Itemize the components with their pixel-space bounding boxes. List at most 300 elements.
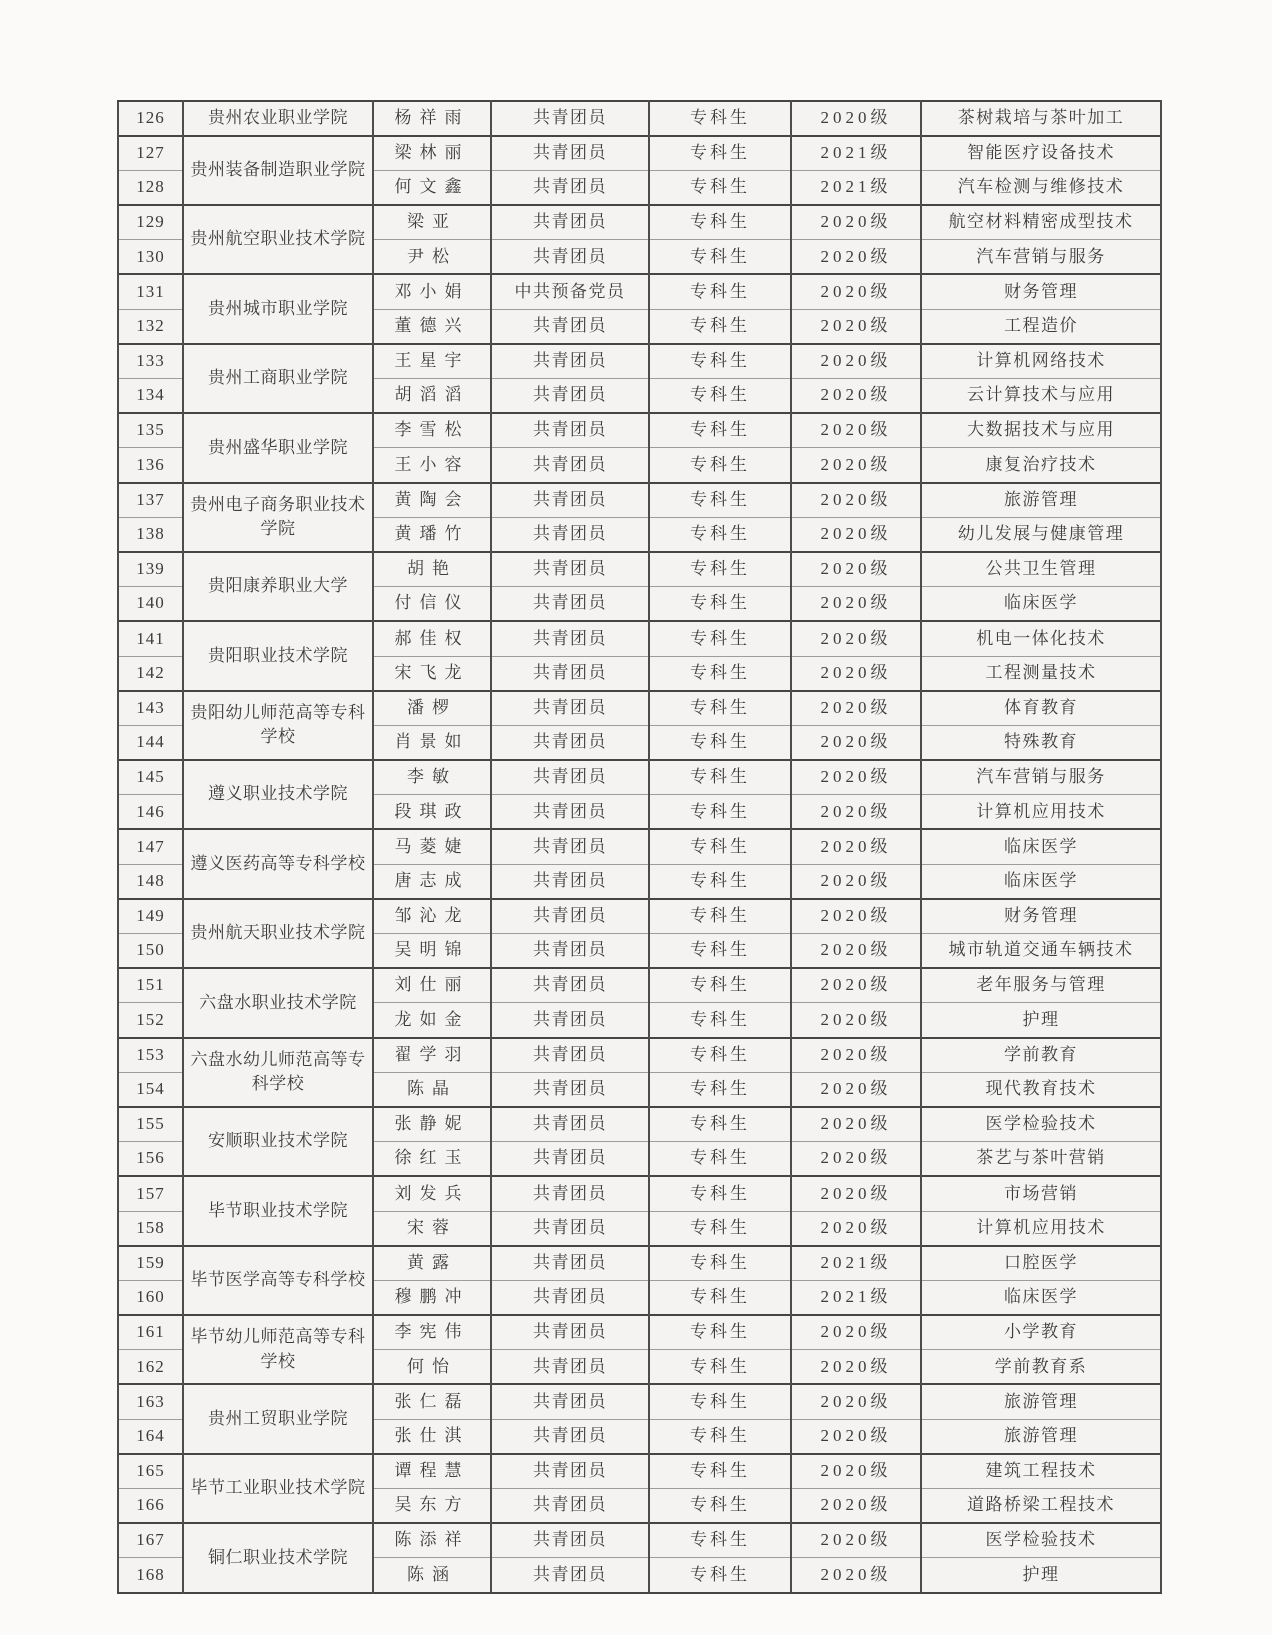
- major-cell: 口腔医学: [921, 1246, 1161, 1281]
- grade-cell: 2021级: [791, 170, 921, 205]
- grade-cell: 2020级: [791, 1350, 921, 1385]
- grade-cell: 2020级: [791, 1003, 921, 1038]
- student-type-cell: 专科生: [649, 656, 791, 691]
- student-name-cell: 吴东方: [373, 1489, 491, 1524]
- political-status-cell: 共青团员: [491, 1003, 649, 1038]
- row-number-cell: 158: [118, 1211, 183, 1246]
- political-status-cell: 共青团员: [491, 1176, 649, 1211]
- major-cell: 机电一体化技术: [921, 621, 1161, 656]
- political-status-cell: 共青团员: [491, 1489, 649, 1524]
- school-cell: 遵义医药高等专科学校: [183, 829, 373, 898]
- grade-cell: 2020级: [791, 1072, 921, 1107]
- student-name-cell: 何文鑫: [373, 170, 491, 205]
- grade-cell: 2020级: [791, 829, 921, 864]
- grade-cell: 2020级: [791, 934, 921, 969]
- student-type-cell: 专科生: [649, 274, 791, 309]
- student-name-cell: 黄露: [373, 1246, 491, 1281]
- student-type-cell: 专科生: [649, 621, 791, 656]
- student-type-cell: 专科生: [649, 864, 791, 899]
- row-number-cell: 139: [118, 552, 183, 587]
- table-row: [118, 552, 1161, 587]
- grade-cell: 2020级: [791, 1211, 921, 1246]
- row-number-cell: 136: [118, 448, 183, 483]
- table-row: [118, 1315, 1161, 1350]
- student-name-cell: 吴明锦: [373, 934, 491, 969]
- student-type-cell: 专科生: [649, 309, 791, 344]
- major-cell: 公共卫生管理: [921, 552, 1161, 587]
- row-number-cell: 157: [118, 1176, 183, 1211]
- grade-cell: 2020级: [791, 1558, 921, 1593]
- student-type-cell: 专科生: [649, 379, 791, 414]
- grade-cell: 2020级: [791, 968, 921, 1003]
- political-status-cell: 共青团员: [491, 656, 649, 691]
- student-name-cell: 李雪松: [373, 413, 491, 448]
- political-status-cell: 共青团员: [491, 1384, 649, 1419]
- student-type-cell: 专科生: [649, 1246, 791, 1281]
- school-cell: 贵州航空职业技术学院: [183, 205, 373, 274]
- grade-cell: 2020级: [791, 552, 921, 587]
- row-number-cell: 144: [118, 725, 183, 760]
- political-status-cell: 共青团员: [491, 621, 649, 656]
- school-cell: 毕节幼儿师范高等专科学校: [183, 1315, 373, 1384]
- major-cell: 市场营销: [921, 1176, 1161, 1211]
- major-cell: 建筑工程技术: [921, 1454, 1161, 1489]
- row-number-cell: 138: [118, 517, 183, 552]
- student-type-cell: 专科生: [649, 1176, 791, 1211]
- grade-cell: 2020级: [791, 101, 921, 136]
- major-cell: 计算机应用技术: [921, 795, 1161, 830]
- student-name-cell: 邓小娟: [373, 274, 491, 309]
- student-name-cell: 马菱婕: [373, 829, 491, 864]
- student-type-cell: 专科生: [649, 240, 791, 275]
- student-name-cell: 黄陶会: [373, 483, 491, 518]
- political-status-cell: 共青团员: [491, 1072, 649, 1107]
- major-cell: 工程测量技术: [921, 656, 1161, 691]
- school-cell: 贵阳康养职业大学: [183, 552, 373, 621]
- grade-cell: 2020级: [791, 864, 921, 899]
- row-number-cell: 141: [118, 621, 183, 656]
- political-status-cell: 共青团员: [491, 899, 649, 934]
- political-status-cell: 共青团员: [491, 864, 649, 899]
- row-number-cell: 135: [118, 413, 183, 448]
- table-row: [118, 344, 1161, 379]
- major-cell: 财务管理: [921, 899, 1161, 934]
- major-cell: 学前教育: [921, 1038, 1161, 1073]
- row-number-cell: 167: [118, 1523, 183, 1558]
- major-cell: 学前教育系: [921, 1350, 1161, 1385]
- student-name-cell: 刘发兵: [373, 1176, 491, 1211]
- grade-cell: 2020级: [791, 1142, 921, 1177]
- student-name-cell: 唐志成: [373, 864, 491, 899]
- major-cell: 临床医学: [921, 829, 1161, 864]
- political-status-cell: 共青团员: [491, 170, 649, 205]
- grade-cell: 2020级: [791, 656, 921, 691]
- major-cell: 计算机网络技术: [921, 344, 1161, 379]
- political-status-cell: 共青团员: [491, 413, 649, 448]
- row-number-cell: 166: [118, 1489, 183, 1524]
- student-name-cell: 张静妮: [373, 1107, 491, 1142]
- major-cell: 财务管理: [921, 274, 1161, 309]
- major-cell: 体育教育: [921, 691, 1161, 726]
- student-name-cell: 李宪伟: [373, 1315, 491, 1350]
- grade-cell: 2020级: [791, 1038, 921, 1073]
- row-number-cell: 152: [118, 1003, 183, 1038]
- major-cell: 临床医学: [921, 587, 1161, 622]
- student-roster-body: [118, 101, 1161, 1593]
- student-name-cell: 王小容: [373, 448, 491, 483]
- student-type-cell: 专科生: [649, 413, 791, 448]
- row-number-cell: 168: [118, 1558, 183, 1593]
- student-type-cell: 专科生: [649, 725, 791, 760]
- student-type-cell: 专科生: [649, 552, 791, 587]
- school-cell: 贵州航天职业技术学院: [183, 899, 373, 968]
- student-type-cell: 专科生: [649, 483, 791, 518]
- row-number-cell: 163: [118, 1384, 183, 1419]
- student-name-cell: 王星宇: [373, 344, 491, 379]
- student-name-cell: 尹松: [373, 240, 491, 275]
- grade-cell: 2020级: [791, 344, 921, 379]
- political-status-cell: 共青团员: [491, 1107, 649, 1142]
- row-number-cell: 162: [118, 1350, 183, 1385]
- table-row: [118, 760, 1161, 795]
- major-cell: 汽车营销与服务: [921, 760, 1161, 795]
- grade-cell: 2020级: [791, 691, 921, 726]
- row-number-cell: 156: [118, 1142, 183, 1177]
- student-type-cell: 专科生: [649, 1419, 791, 1454]
- student-name-cell: 宋飞龙: [373, 656, 491, 691]
- student-name-cell: 翟学羽: [373, 1038, 491, 1073]
- grade-cell: 2020级: [791, 483, 921, 518]
- table-row: [118, 136, 1161, 171]
- row-number-cell: 165: [118, 1454, 183, 1489]
- table-row: [118, 829, 1161, 864]
- row-number-cell: 143: [118, 691, 183, 726]
- student-type-cell: 专科生: [649, 760, 791, 795]
- major-cell: 旅游管理: [921, 1384, 1161, 1419]
- student-type-cell: 专科生: [649, 1489, 791, 1524]
- major-cell: 幼儿发展与健康管理: [921, 517, 1161, 552]
- major-cell: 汽车检测与维修技术: [921, 170, 1161, 205]
- major-cell: 护理: [921, 1003, 1161, 1038]
- school-cell: 铜仁职业技术学院: [183, 1523, 373, 1593]
- political-status-cell: 共青团员: [491, 1211, 649, 1246]
- table-row: [118, 968, 1161, 1003]
- row-number-cell: 134: [118, 379, 183, 414]
- political-status-cell: 共青团员: [491, 795, 649, 830]
- political-status-cell: 共青团员: [491, 968, 649, 1003]
- grade-cell: 2020级: [791, 413, 921, 448]
- table-row: [118, 1454, 1161, 1489]
- table-row: [118, 205, 1161, 240]
- student-name-cell: 龙如金: [373, 1003, 491, 1038]
- school-cell: 六盘水职业技术学院: [183, 968, 373, 1037]
- student-name-cell: 张仕淇: [373, 1419, 491, 1454]
- grade-cell: 2020级: [791, 795, 921, 830]
- student-type-cell: 专科生: [649, 899, 791, 934]
- student-type-cell: 专科生: [649, 1315, 791, 1350]
- row-number-cell: 155: [118, 1107, 183, 1142]
- political-status-cell: 共青团员: [491, 205, 649, 240]
- grade-cell: 2020级: [791, 274, 921, 309]
- table-row: [118, 101, 1161, 136]
- school-cell: 贵州装备制造职业学院: [183, 136, 373, 205]
- grade-cell: 2020级: [791, 760, 921, 795]
- school-cell: 毕节医学高等专科学校: [183, 1246, 373, 1315]
- row-number-cell: 146: [118, 795, 183, 830]
- major-cell: 城市轨道交通车辆技术: [921, 934, 1161, 969]
- student-type-cell: 专科生: [649, 1280, 791, 1315]
- major-cell: 小学教育: [921, 1315, 1161, 1350]
- student-type-cell: 专科生: [649, 691, 791, 726]
- row-number-cell: 129: [118, 205, 183, 240]
- grade-cell: 2020级: [791, 1419, 921, 1454]
- student-type-cell: 专科生: [649, 344, 791, 379]
- student-name-cell: 肖景如: [373, 725, 491, 760]
- row-number-cell: 145: [118, 760, 183, 795]
- political-status-cell: 共青团员: [491, 1038, 649, 1073]
- student-type-cell: 专科生: [649, 934, 791, 969]
- political-status-cell: 共青团员: [491, 344, 649, 379]
- major-cell: 云计算技术与应用: [921, 379, 1161, 414]
- row-number-cell: 130: [118, 240, 183, 275]
- grade-cell: 2020级: [791, 1489, 921, 1524]
- row-number-cell: 151: [118, 968, 183, 1003]
- political-status-cell: 共青团员: [491, 101, 649, 136]
- row-number-cell: 133: [118, 344, 183, 379]
- major-cell: 老年服务与管理: [921, 968, 1161, 1003]
- row-number-cell: 128: [118, 170, 183, 205]
- table-row: [118, 1523, 1161, 1558]
- student-type-cell: 专科生: [649, 170, 791, 205]
- major-cell: 旅游管理: [921, 1419, 1161, 1454]
- political-status-cell: 共青团员: [491, 725, 649, 760]
- grade-cell: 2020级: [791, 205, 921, 240]
- row-number-cell: 140: [118, 587, 183, 622]
- political-status-cell: 共青团员: [491, 1454, 649, 1489]
- grade-cell: 2020级: [791, 379, 921, 414]
- row-number-cell: 126: [118, 101, 183, 136]
- political-status-cell: 共青团员: [491, 934, 649, 969]
- student-type-cell: 专科生: [649, 1003, 791, 1038]
- grade-cell: 2020级: [791, 621, 921, 656]
- grade-cell: 2021级: [791, 1246, 921, 1281]
- grade-cell: 2020级: [791, 1384, 921, 1419]
- major-cell: 临床医学: [921, 864, 1161, 899]
- row-number-cell: 149: [118, 899, 183, 934]
- row-number-cell: 150: [118, 934, 183, 969]
- grade-cell: 2020级: [791, 517, 921, 552]
- row-number-cell: 147: [118, 829, 183, 864]
- major-cell: 计算机应用技术: [921, 1211, 1161, 1246]
- student-type-cell: 专科生: [649, 1038, 791, 1073]
- student-name-cell: 穆鹏冲: [373, 1280, 491, 1315]
- student-name-cell: 胡艳: [373, 552, 491, 587]
- major-cell: 航空材料精密成型技术: [921, 205, 1161, 240]
- major-cell: 智能医疗设备技术: [921, 136, 1161, 171]
- political-status-cell: 共青团员: [491, 760, 649, 795]
- student-type-cell: 专科生: [649, 1454, 791, 1489]
- student-name-cell: 李敏: [373, 760, 491, 795]
- school-cell: 贵州盛华职业学院: [183, 413, 373, 482]
- table-row: [118, 899, 1161, 934]
- student-type-cell: 专科生: [649, 1523, 791, 1558]
- political-status-cell: 共青团员: [491, 448, 649, 483]
- row-number-cell: 131: [118, 274, 183, 309]
- political-status-cell: 共青团员: [491, 309, 649, 344]
- grade-cell: 2020级: [791, 240, 921, 275]
- student-type-cell: 专科生: [649, 587, 791, 622]
- political-status-cell: 共青团员: [491, 829, 649, 864]
- major-cell: 大数据技术与应用: [921, 413, 1161, 448]
- major-cell: 护理: [921, 1558, 1161, 1593]
- student-type-cell: 专科生: [649, 1558, 791, 1593]
- student-name-cell: 梁亚: [373, 205, 491, 240]
- grade-cell: 2020级: [791, 587, 921, 622]
- political-status-cell: 中共预备党员: [491, 274, 649, 309]
- student-type-cell: 专科生: [649, 829, 791, 864]
- row-number-cell: 161: [118, 1315, 183, 1350]
- grade-cell: 2020级: [791, 448, 921, 483]
- student-type-cell: 专科生: [649, 1072, 791, 1107]
- student-type-cell: 专科生: [649, 1211, 791, 1246]
- political-status-cell: 共青团员: [491, 379, 649, 414]
- school-cell: 安顺职业技术学院: [183, 1107, 373, 1176]
- political-status-cell: 共青团员: [491, 483, 649, 518]
- political-status-cell: 共青团员: [491, 1350, 649, 1385]
- political-status-cell: 共青团员: [491, 1246, 649, 1281]
- major-cell: 工程造价: [921, 309, 1161, 344]
- student-name-cell: 陈涵: [373, 1558, 491, 1593]
- student-name-cell: 梁林丽: [373, 136, 491, 171]
- political-status-cell: 共青团员: [491, 240, 649, 275]
- school-cell: 贵州电子商务职业技术学院: [183, 483, 373, 552]
- student-name-cell: 潘椤: [373, 691, 491, 726]
- grade-cell: 2020级: [791, 1315, 921, 1350]
- major-cell: 汽车营销与服务: [921, 240, 1161, 275]
- grade-cell: 2021级: [791, 136, 921, 171]
- school-cell: 遵义职业技术学院: [183, 760, 373, 829]
- grade-cell: 2021级: [791, 1280, 921, 1315]
- student-type-cell: 专科生: [649, 1350, 791, 1385]
- school-cell: 贵阳幼儿师范高等专科学校: [183, 691, 373, 760]
- major-cell: 现代教育技术: [921, 1072, 1161, 1107]
- major-cell: 临床医学: [921, 1280, 1161, 1315]
- political-status-cell: 共青团员: [491, 1315, 649, 1350]
- student-type-cell: 专科生: [649, 968, 791, 1003]
- student-name-cell: 段琪政: [373, 795, 491, 830]
- student-type-cell: 专科生: [649, 1107, 791, 1142]
- student-name-cell: 黄璠竹: [373, 517, 491, 552]
- student-type-cell: 专科生: [649, 1384, 791, 1419]
- student-name-cell: 陈添祥: [373, 1523, 491, 1558]
- major-cell: 道路桥梁工程技术: [921, 1489, 1161, 1524]
- grade-cell: 2020级: [791, 725, 921, 760]
- grade-cell: 2020级: [791, 1523, 921, 1558]
- table-row: [118, 1384, 1161, 1419]
- student-name-cell: 张仁磊: [373, 1384, 491, 1419]
- grade-cell: 2020级: [791, 1454, 921, 1489]
- table-row: [118, 1246, 1161, 1281]
- major-cell: 医学检验技术: [921, 1107, 1161, 1142]
- school-cell: 贵州工贸职业学院: [183, 1384, 373, 1453]
- row-number-cell: 137: [118, 483, 183, 518]
- row-number-cell: 164: [118, 1419, 183, 1454]
- table-row: [118, 1107, 1161, 1142]
- major-cell: 特殊教育: [921, 725, 1161, 760]
- student-type-cell: 专科生: [649, 1142, 791, 1177]
- student-name-cell: 董德兴: [373, 309, 491, 344]
- political-status-cell: 共青团员: [491, 1523, 649, 1558]
- student-name-cell: 郝佳权: [373, 621, 491, 656]
- student-name-cell: 陈晶: [373, 1072, 491, 1107]
- political-status-cell: 共青团员: [491, 1280, 649, 1315]
- political-status-cell: 共青团员: [491, 552, 649, 587]
- school-cell: 贵州城市职业学院: [183, 274, 373, 343]
- school-cell: 贵阳职业技术学院: [183, 621, 373, 690]
- table-row: [118, 1038, 1161, 1073]
- political-status-cell: 共青团员: [491, 1142, 649, 1177]
- major-cell: 茶树栽培与茶叶加工: [921, 101, 1161, 136]
- grade-cell: 2020级: [791, 1107, 921, 1142]
- grade-cell: 2020级: [791, 1176, 921, 1211]
- student-type-cell: 专科生: [649, 101, 791, 136]
- major-cell: 康复治疗技术: [921, 448, 1161, 483]
- student-type-cell: 专科生: [649, 136, 791, 171]
- student-name-cell: 刘仕丽: [373, 968, 491, 1003]
- political-status-cell: 共青团员: [491, 587, 649, 622]
- political-status-cell: 共青团员: [491, 136, 649, 171]
- row-number-cell: 159: [118, 1246, 183, 1281]
- student-name-cell: 谭程慧: [373, 1454, 491, 1489]
- political-status-cell: 共青团员: [491, 1419, 649, 1454]
- table-row: [118, 483, 1161, 518]
- student-name-cell: 徐红玉: [373, 1142, 491, 1177]
- student-type-cell: 专科生: [649, 205, 791, 240]
- political-status-cell: 共青团员: [491, 517, 649, 552]
- row-number-cell: 153: [118, 1038, 183, 1073]
- table-row: [118, 413, 1161, 448]
- row-number-cell: 160: [118, 1280, 183, 1315]
- row-number-cell: 132: [118, 309, 183, 344]
- table-row: [118, 691, 1161, 726]
- school-cell: 毕节工业职业技术学院: [183, 1454, 373, 1523]
- student-name-cell: 何怡: [373, 1350, 491, 1385]
- student-name-cell: 杨祥雨: [373, 101, 491, 136]
- row-number-cell: 127: [118, 136, 183, 171]
- school-cell: 贵州工商职业学院: [183, 344, 373, 413]
- row-number-cell: 142: [118, 656, 183, 691]
- major-cell: 医学检验技术: [921, 1523, 1161, 1558]
- school-cell: 毕节职业技术学院: [183, 1176, 373, 1245]
- table-row: [118, 1176, 1161, 1211]
- student-name-cell: 付信仪: [373, 587, 491, 622]
- student-roster-table: [117, 100, 1162, 1594]
- table-row: [118, 621, 1161, 656]
- major-cell: 旅游管理: [921, 483, 1161, 518]
- grade-cell: 2020级: [791, 309, 921, 344]
- political-status-cell: 共青团员: [491, 691, 649, 726]
- school-cell: 六盘水幼儿师范高等专科学校: [183, 1038, 373, 1107]
- student-type-cell: 专科生: [649, 517, 791, 552]
- grade-cell: 2020级: [791, 899, 921, 934]
- row-number-cell: 154: [118, 1072, 183, 1107]
- student-name-cell: 胡滔滔: [373, 379, 491, 414]
- major-cell: 茶艺与茶叶营销: [921, 1142, 1161, 1177]
- row-number-cell: 148: [118, 864, 183, 899]
- student-type-cell: 专科生: [649, 448, 791, 483]
- student-name-cell: 宋蓉: [373, 1211, 491, 1246]
- political-status-cell: 共青团员: [491, 1558, 649, 1593]
